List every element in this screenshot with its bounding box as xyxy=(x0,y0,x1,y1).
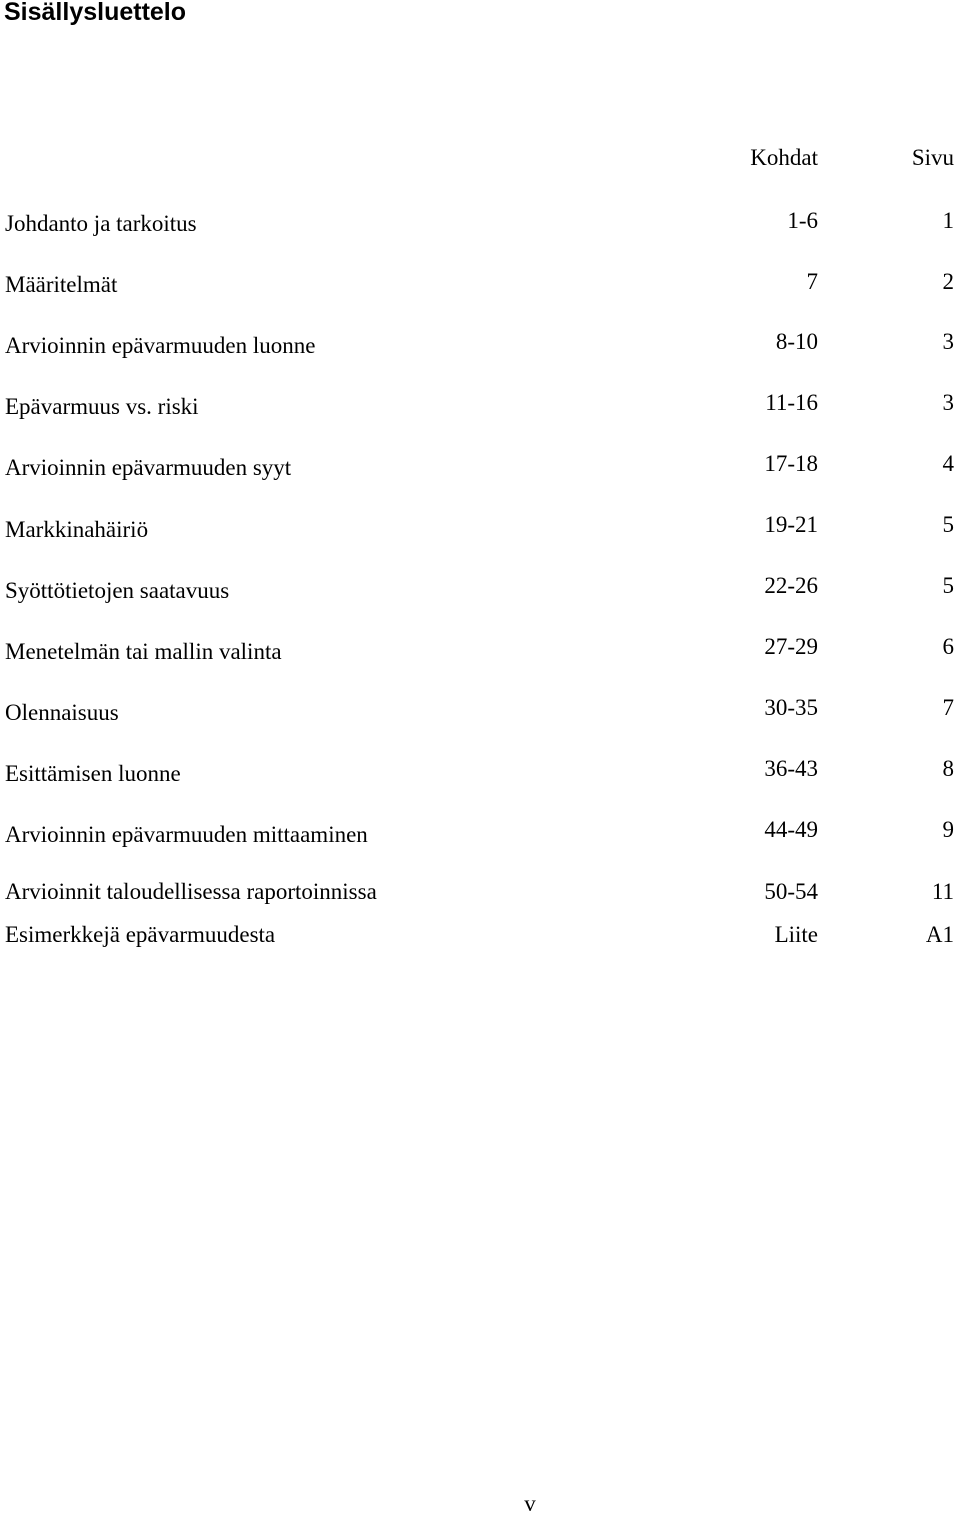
toc-entry-items: 36-43 xyxy=(764,756,818,781)
toc-entry-title: Markkinahäiriö xyxy=(5,517,149,542)
toc-row[interactable] xyxy=(0,452,960,484)
toc-entry-page: A1 xyxy=(925,922,954,947)
toc-entry-title: Arvioinnin epävarmuuden mittaaminen xyxy=(5,822,368,847)
toc-entry-page: 7 xyxy=(942,695,954,720)
toc-row[interactable] xyxy=(0,876,960,908)
toc-entry-page: 5 xyxy=(942,512,954,537)
toc-entry-page: 2 xyxy=(942,269,954,294)
toc-row[interactable] xyxy=(0,819,960,851)
toc-row[interactable] xyxy=(0,514,960,546)
toc-row[interactable] xyxy=(0,208,960,240)
toc-entry-items: 19-21 xyxy=(764,512,818,537)
toc-entry-title: Esimerkkejä epävarmuudesta xyxy=(5,922,276,947)
toc-entry-title: Syöttötietojen saatavuus xyxy=(5,578,230,603)
toc-entry-title: Esittämisen luonne xyxy=(5,761,181,786)
toc-row[interactable] xyxy=(0,636,960,668)
toc-entry-page: 9 xyxy=(942,817,954,842)
toc-row[interactable] xyxy=(0,758,960,790)
toc-entry-title: Arvioinnin epävarmuuden syyt xyxy=(5,455,292,480)
toc-entry-title: Olennaisuus xyxy=(5,700,119,725)
toc-entry-page: 3 xyxy=(942,390,954,415)
toc-entry-page: 8 xyxy=(942,756,954,781)
toc-entry-items: 1-6 xyxy=(787,208,818,233)
toc-entry-title: Määritelmät xyxy=(5,272,118,297)
toc-entry-page: 5 xyxy=(942,573,954,598)
toc-entry-page: 11 xyxy=(931,879,954,904)
page-title: Sisällysluettelo xyxy=(4,0,187,26)
column-header-page: Sivu xyxy=(911,145,954,170)
toc-entry-page: 4 xyxy=(942,451,954,476)
toc-entry-items: 27-29 xyxy=(764,634,818,659)
toc-entry-items: 30-35 xyxy=(764,695,818,720)
toc-entry-items: 50-54 xyxy=(764,879,818,904)
toc-entry-page: 3 xyxy=(942,329,954,354)
toc-entry-items: 17-18 xyxy=(764,451,818,476)
toc-entry-title: Epävarmuus vs. riski xyxy=(5,394,199,419)
toc-entry-items: 22-26 xyxy=(764,573,818,598)
page-number: v xyxy=(524,1491,536,1516)
toc-entry-items: 11-16 xyxy=(765,390,818,415)
toc-entry-title: Johdanto ja tarkoitus xyxy=(5,211,197,236)
toc-row[interactable] xyxy=(0,919,960,951)
toc-entry-items: 44-49 xyxy=(764,817,818,842)
column-header-items: Kohdat xyxy=(750,145,818,170)
toc-entry-page: 1 xyxy=(942,208,954,233)
toc-row[interactable] xyxy=(0,575,960,607)
toc-entry-page: 6 xyxy=(942,634,954,659)
toc-entry-items: 7 xyxy=(806,269,818,294)
toc-entry-items: Liite xyxy=(774,922,818,947)
toc-entry-title: Menetelmän tai mallin valinta xyxy=(5,639,282,664)
toc-entry-items: 8-10 xyxy=(775,329,818,354)
toc-row[interactable] xyxy=(0,269,960,301)
toc-entry-title: Arvioinnin epävarmuuden luonne xyxy=(5,333,316,358)
toc-row[interactable] xyxy=(0,330,960,362)
toc-row[interactable] xyxy=(0,697,960,729)
toc-entry-title: Arvioinnit taloudellisessa raportoinnissa xyxy=(5,879,377,904)
toc-row[interactable] xyxy=(0,391,960,423)
